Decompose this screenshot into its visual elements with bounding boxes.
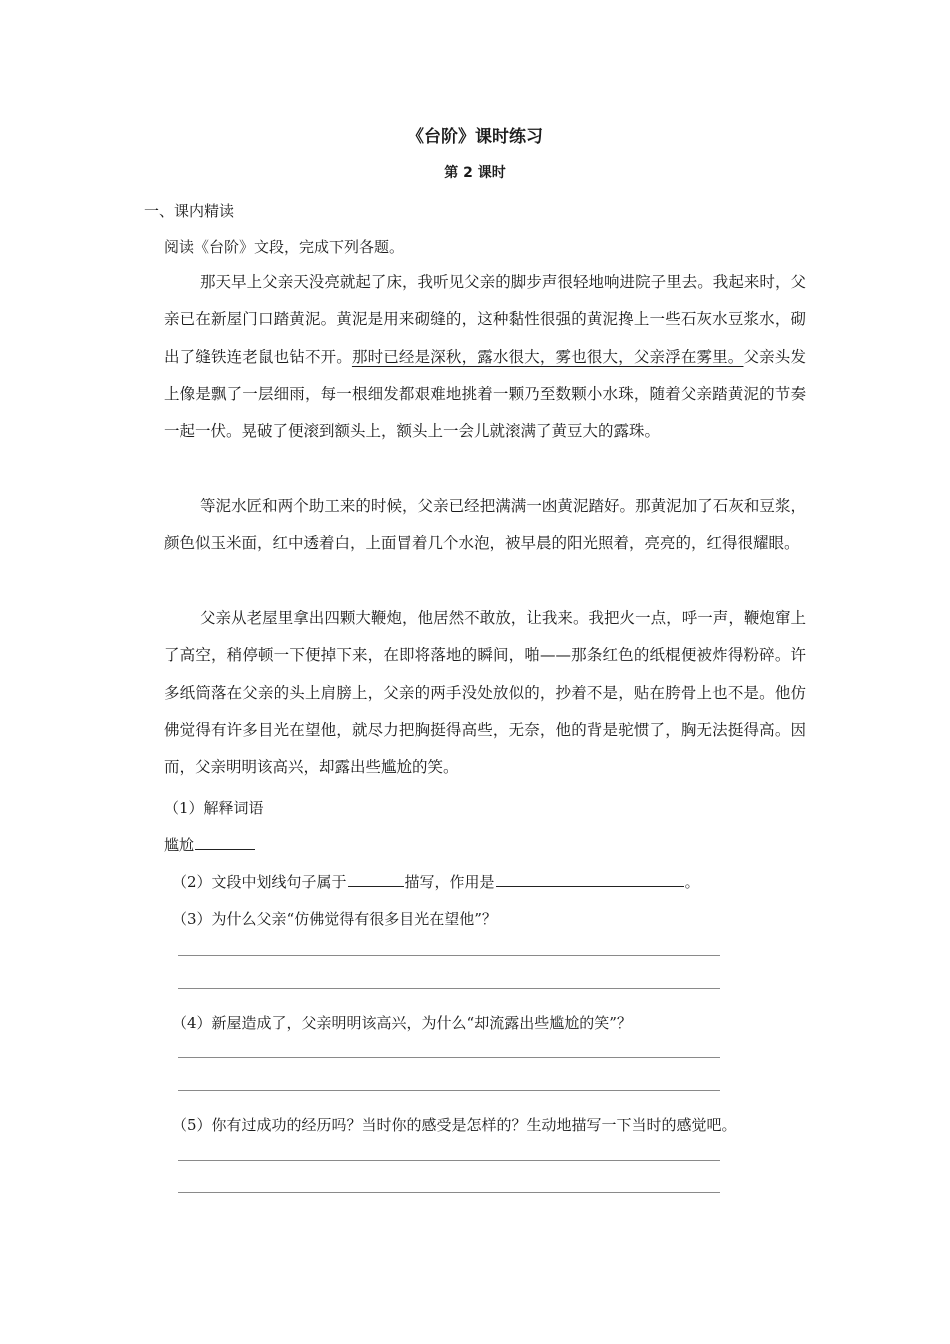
answer-line[interactable] — [178, 1057, 720, 1058]
section-heading: 一、课内精读 — [144, 202, 235, 220]
question-2 — [172, 871, 700, 892]
question-1: （1）解释词语 — [164, 799, 264, 817]
question-1-word — [164, 834, 256, 855]
answer-blank[interactable] — [496, 872, 684, 887]
lesson-subtitle: 第 2 课时 — [444, 165, 506, 181]
question-5: （5）你有过成功的经历吗？当时你的感受是怎样的？生动地描写一下当时的感觉吧。 — [172, 1116, 737, 1134]
answer-line[interactable] — [178, 1090, 720, 1091]
passage-text: 那天早上父亲天没亮就起了床，我听见父亲的脚步声很轻地响进院子里去。我起来时，父亲已在新屋门口踏黄泥。黄泥是用来砌缝的，这种黏性很强的黄泥搀上一些石灰水豆浆水，砌出了缝铁连老鼠也钻不开。 — [164, 273, 806, 366]
reading-instruction: 阅读《台阶》文段，完成下列各题。 — [164, 238, 405, 256]
question-3: （3）为什么父亲“仿佛觉得有很多目光在望他”？ — [172, 910, 497, 928]
passage-paragraph-3: 父亲从老屋里拿出四颗大鞭炮，他居然不敢放，让我来。我把火一点，呼一声，鞭炮窜上了高空，稍停顿一下便掉下来，在即将落地的瞬间，啪——那条红色的纸棍便被炸得粉碎。许多纸筒落在父亲的头上肩膀上，父亲的两手没处放似的，抄着不是，贴在胯骨上也不是。他仿佛觉得有许多目光在望他，就尽力把胸挺得高些，无奈，他的背是驼惯了，胸无法挺得高。因而，父亲明明该高兴，却露出些尴尬的笑。 — [164, 609, 806, 777]
answer-line[interactable] — [178, 988, 720, 989]
answer-line[interactable] — [178, 1160, 720, 1161]
vocab-word: 尴尬 — [164, 836, 195, 854]
question-2-text: （2）文段中划线句子属于 — [172, 873, 347, 891]
underlined-sentence: 那时已经是深秋，露水很大，雾也很大，父亲浮在雾里。 — [351, 347, 744, 366]
page-title: 《台阶》课时练习 — [407, 127, 543, 147]
passage-paragraph-1 — [164, 264, 806, 450]
question-2-text: 描写，作用是 — [404, 873, 495, 891]
answer-line[interactable] — [178, 955, 720, 956]
answer-blank[interactable] — [348, 872, 404, 887]
question-4: （4）新屋造成了，父亲明明该高兴，为什么“却流露出些尴尬的笑”？ — [172, 1014, 632, 1032]
question-2-text: 。 — [684, 873, 700, 891]
answer-line[interactable] — [178, 1192, 720, 1193]
passage-text: 父亲头发上像是飘了一层细雨，每一根细发都艰难地挑着一颗乃至数颗小水珠，随着父亲踏黄泥的节奏一起一伏。晃破了便滚到额头上，额头上一会儿就滚满了黄豆大的露珠。 — [164, 347, 806, 441]
passage-paragraph-2: 等泥水匠和两个助工来的时候，父亲已经把满满一凼黄泥踏好。那黄泥加了石灰和豆浆，颜色似玉米面，红中透着白，上面冒着几个水泡，被早晨的阳光照着，亮亮的，红得很耀眼。 — [164, 497, 806, 553]
answer-blank[interactable] — [195, 835, 255, 850]
